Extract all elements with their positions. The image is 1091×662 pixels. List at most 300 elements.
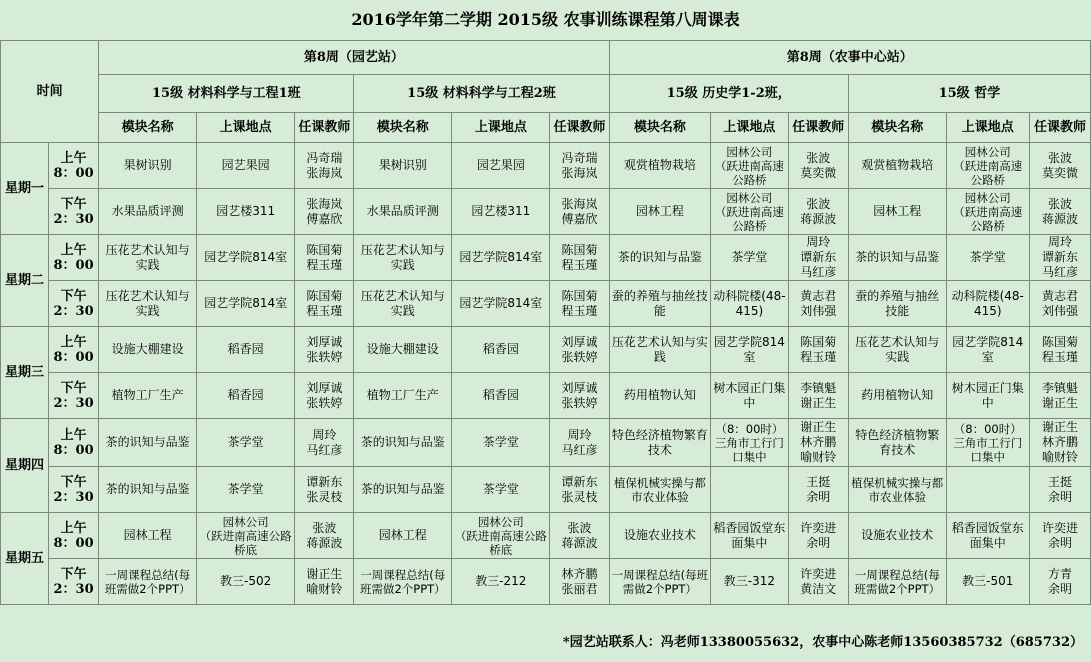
module-cell [609, 467, 711, 513]
module-cell [609, 235, 711, 281]
module-cell [609, 327, 711, 373]
time-slot [48, 513, 98, 559]
column-header: 任课教师 [295, 113, 354, 143]
teacher-cell [1029, 235, 1090, 281]
period-label: 下午 [60, 196, 87, 212]
location-cell [711, 327, 789, 373]
cell-line: 李镇魁 [800, 380, 837, 395]
teacher-cell [550, 189, 609, 235]
cell-line: 林齐鹏 [561, 566, 598, 581]
module-cell [99, 373, 197, 419]
cell-line: 一周课程总结(每班需做2个PPT） [854, 567, 941, 596]
cell-line: 蒋源波 [1041, 211, 1078, 226]
time-label: 8：00 [53, 535, 94, 551]
location-cell [946, 189, 1029, 235]
cell-line: 特色经济植物繁育技术 [611, 427, 708, 457]
time-label: 2：30 [53, 211, 94, 227]
cell-line: 陈国菊 [800, 334, 837, 349]
time-label: 2：30 [53, 489, 94, 505]
teacher-cell [550, 327, 609, 373]
cell-line: 一周课程总结(每班需做2个PPT） [611, 567, 709, 596]
cell-line: 茶的识知与品鉴 [617, 250, 702, 264]
module-cell [609, 373, 711, 419]
location-cell [452, 373, 550, 419]
cell-line: 稻香园 [482, 388, 519, 402]
cell-line: 马红彦 [306, 442, 343, 457]
cell-line: 蚕的养殖与抽丝技能 [611, 288, 708, 318]
column-header: 任课教师 [1029, 113, 1090, 143]
cell-line: 三角市工行门口集中 [714, 435, 784, 464]
location-cell [946, 327, 1029, 373]
schedule-row [1, 327, 1091, 373]
cell-line: 茶的识知与品鉴 [360, 482, 445, 496]
cell-line: 一周课程总结(每班需做2个PPT） [359, 567, 446, 596]
location-cell [452, 559, 550, 605]
cell-line: 教三-502 [220, 574, 272, 588]
cell-line: 谢正生 [800, 420, 837, 434]
teacher-cell [788, 419, 848, 467]
cell-line: 刘厚诚 [561, 334, 598, 349]
cell-line: 周玲 [567, 427, 592, 442]
time-slot [48, 281, 98, 327]
cell-line: 张海岚 [306, 165, 343, 180]
cell-line: 张海岚 [561, 196, 598, 211]
teacher-cell [550, 235, 609, 281]
teacher-cell [295, 373, 354, 419]
cell-line: 周玲 [806, 235, 831, 249]
cell-line: 许奕进 [800, 520, 837, 535]
cell-line: 林齐鹏 [800, 435, 837, 449]
location-cell [946, 467, 1029, 513]
cell-line: 许奕进 [1041, 520, 1078, 535]
cell-line: 谢正生 [306, 566, 343, 581]
cell-line: 压花艺术认知与实践 [105, 288, 190, 318]
column-header: 上课地点 [452, 113, 550, 143]
module-cell [354, 467, 452, 513]
cell-line: 谭新东 [800, 250, 837, 264]
module-cell [354, 143, 452, 189]
cell-line: 茶学堂 [227, 482, 264, 496]
day-label: 星期二 [1, 235, 49, 327]
cell-line: 园艺学院814室 [204, 296, 288, 310]
cell-line: （跃进南高速公路桥底 [199, 528, 292, 557]
cell-line: 喻财铃 [800, 450, 837, 464]
location-cell [711, 559, 789, 605]
cell-line: 园林公司 [726, 190, 773, 205]
location-cell [197, 373, 295, 419]
cell-line: 一周课程总结(每班需做2个PPT） [104, 567, 191, 596]
cell-line: 植保机械实操与都市农业体验 [613, 475, 706, 504]
cell-line: 张轶婷 [561, 349, 598, 364]
module-cell [848, 559, 946, 605]
cell-line: 林齐鹏 [1041, 435, 1078, 449]
cell-line: 压花艺术认知与实践 [360, 242, 445, 272]
teacher-cell [788, 143, 848, 189]
group-header-1: 第8周（园艺站） [99, 41, 609, 75]
cell-line: 张海岚 [306, 196, 343, 211]
column-header: 模块名称 [848, 113, 946, 143]
column-header: 上课地点 [946, 113, 1029, 143]
class-header: 15级 历史学1-2班， [609, 75, 848, 113]
period-label: 上午 [60, 427, 87, 443]
cell-line: 张海岚 [561, 165, 598, 180]
time-header: 时间 [1, 41, 99, 143]
cell-line: 程玉瑾 [800, 349, 837, 364]
location-cell [197, 467, 295, 513]
cell-line: 特色经济植物繁育技术 [855, 427, 940, 457]
cell-line: 园艺学院814室 [459, 250, 543, 264]
module-cell [609, 189, 711, 235]
cell-line: 张轶婷 [306, 395, 343, 410]
module-cell [99, 513, 197, 559]
cell-line: 程玉瑾 [306, 257, 343, 272]
cell-line: 陈国菊 [1041, 334, 1078, 349]
cell-line: 水果品质评测 [366, 204, 439, 218]
module-cell [848, 143, 946, 189]
teacher-cell [788, 373, 848, 419]
cell-line: 设施大棚建设 [111, 342, 184, 356]
column-header: 任课教师 [550, 113, 609, 143]
cell-line: 压花艺术认知与实践 [360, 288, 445, 318]
cell-line: 张波 [1047, 150, 1072, 165]
day-label: 星期四 [1, 419, 49, 513]
contact-footer: *园艺站联系人：冯老师13380055632，农事中心陈老师13560385732（685732） [562, 635, 1083, 650]
location-cell [197, 143, 295, 189]
time-slot [48, 559, 98, 605]
cell-line: 王挺 [806, 474, 831, 489]
cell-line: 园林公司 [964, 144, 1011, 159]
teacher-cell [295, 281, 354, 327]
time-label: 2：30 [53, 303, 94, 319]
cell-line: 陈国菊 [561, 242, 598, 257]
cell-line: 张波 [1047, 196, 1072, 211]
teacher-cell [295, 513, 354, 559]
teacher-cell [788, 281, 848, 327]
cell-line: 树木园正门集中 [713, 380, 786, 410]
time-slot [48, 373, 98, 419]
cell-line: 茶学堂 [731, 250, 768, 264]
teacher-cell [1029, 559, 1090, 605]
module-cell [848, 327, 946, 373]
schedule-row [1, 513, 1091, 559]
cell-line: 余明 [806, 489, 831, 504]
cell-line: 观赏植物栽培 [861, 158, 934, 172]
module-cell [99, 559, 197, 605]
period-label: 下午 [60, 566, 87, 582]
teacher-cell [788, 235, 848, 281]
time-slot [48, 327, 98, 373]
cell-line: 李镇魁 [1041, 380, 1078, 395]
teacher-cell [295, 235, 354, 281]
teacher-cell [788, 467, 848, 513]
location-cell [197, 281, 295, 327]
cell-line: 张灵枝 [306, 489, 343, 504]
teacher-cell [1029, 281, 1090, 327]
cell-line: 茶的识知与品鉴 [360, 435, 445, 449]
cell-line: 稻香园 [227, 342, 264, 356]
cell-line: 冯奇瑞 [306, 150, 343, 165]
teacher-cell [1029, 513, 1090, 559]
cell-line: 药用植物认知 [861, 388, 934, 402]
schedule-row [1, 373, 1091, 419]
module-cell [609, 419, 711, 467]
cell-line: 马红彦 [1041, 265, 1078, 279]
module-cell [354, 189, 452, 235]
schedule-row [1, 559, 1091, 605]
cell-line: （跃进南高速公路桥 [714, 204, 784, 233]
cell-line: 设施农业技术 [623, 528, 696, 542]
teacher-cell [1029, 467, 1090, 513]
cell-line: 压花艺术认知与实践 [105, 242, 190, 272]
cell-line: 黄洁文 [800, 581, 837, 596]
time-label: 2：30 [53, 581, 94, 597]
location-cell [197, 189, 295, 235]
cell-line: 刘厚诚 [306, 380, 343, 395]
cell-line: 茶的识知与品鉴 [105, 435, 190, 449]
cell-line: 谢正生 [1041, 420, 1078, 434]
day-label: 星期五 [1, 513, 49, 605]
cell-line: 余明 [1047, 581, 1072, 596]
teacher-cell [1029, 419, 1090, 467]
module-cell [354, 513, 452, 559]
location-cell [452, 235, 550, 281]
cell-line: 园艺楼311 [216, 204, 276, 218]
teacher-cell [550, 419, 609, 467]
cell-line: 园艺学院814室 [204, 250, 288, 264]
cell-line: 程玉瑾 [561, 257, 598, 272]
cell-line: 谭新东 [306, 474, 343, 489]
location-cell [452, 467, 550, 513]
teacher-cell [1029, 143, 1090, 189]
cell-line: 园艺学院814室 [952, 334, 1024, 364]
location-cell [452, 513, 550, 559]
cell-line: 稻香园 [482, 342, 519, 356]
cell-line: 程玉瑾 [306, 303, 343, 318]
period-label: 上午 [60, 520, 87, 536]
period-label: 下午 [60, 474, 87, 490]
cell-line: 陈国菊 [306, 242, 343, 257]
module-cell [354, 281, 452, 327]
cell-line: 稻香园 [227, 388, 264, 402]
cell-line: 园林工程 [378, 528, 427, 542]
cell-line: 设施农业技术 [861, 528, 934, 542]
cell-line: 压花艺术认知与实践 [611, 334, 708, 364]
cell-line: 陈国菊 [306, 288, 343, 303]
teacher-cell [295, 467, 354, 513]
class-header: 15级 哲学 [848, 75, 1090, 113]
period-label: 上午 [60, 150, 87, 166]
cell-line: 药用植物认知 [623, 388, 696, 402]
teacher-cell [788, 513, 848, 559]
module-cell [848, 467, 946, 513]
module-cell [354, 235, 452, 281]
cell-line: 黄志君 [1041, 288, 1078, 303]
cell-line: （跃进南高速公路桥 [953, 158, 1023, 187]
location-cell [452, 143, 550, 189]
location-cell [711, 235, 789, 281]
location-cell [946, 419, 1029, 467]
teacher-cell [550, 373, 609, 419]
cell-line: 刘厚诚 [306, 334, 343, 349]
location-cell [197, 235, 295, 281]
cell-line: 压花艺术认知与实践 [855, 334, 940, 364]
cell-line: 张丽君 [561, 581, 598, 596]
module-cell [848, 189, 946, 235]
period-label: 下午 [60, 288, 87, 304]
cell-line: 园林工程 [635, 204, 684, 218]
cell-line: 动科院楼(48-415) [713, 288, 786, 318]
teacher-cell [1029, 327, 1090, 373]
cell-line: 程玉瑾 [561, 303, 598, 318]
teacher-cell [1029, 189, 1090, 235]
cell-line: 动科院楼(48-415) [951, 288, 1024, 318]
cell-line: 喻财铃 [1041, 450, 1078, 464]
time-slot [48, 189, 98, 235]
cell-line: 树木园正门集中 [951, 380, 1024, 410]
cell-line: 蒋源波 [800, 211, 837, 226]
time-slot [48, 419, 98, 467]
module-cell [354, 327, 452, 373]
module-cell [99, 467, 197, 513]
period-label: 上午 [60, 242, 87, 258]
module-cell [99, 327, 197, 373]
cell-line: 教三-501 [962, 574, 1014, 588]
cell-line: 傅嘉欣 [561, 211, 598, 226]
cell-line: 刘厚诚 [561, 380, 598, 395]
cell-line: 张轶婷 [561, 395, 598, 410]
teacher-cell [295, 419, 354, 467]
teacher-cell [550, 559, 609, 605]
cell-line: 教三-212 [475, 574, 527, 588]
cell-line: 蚕的养殖与抽丝技能 [855, 288, 940, 318]
cell-line: 谢正生 [800, 395, 837, 410]
teacher-cell [788, 189, 848, 235]
module-cell [354, 559, 452, 605]
teacher-cell [550, 467, 609, 513]
cell-line: 茶的识知与品鉴 [855, 250, 940, 264]
cell-line: 园林公司 [477, 514, 524, 529]
cell-line: 茶学堂 [482, 435, 519, 449]
cell-line: 园林工程 [123, 528, 172, 542]
teacher-cell [550, 281, 609, 327]
teacher-cell [295, 327, 354, 373]
time-slot [48, 143, 98, 189]
column-header: 任课教师 [788, 113, 848, 143]
cell-line: 植物工厂生产 [366, 388, 439, 402]
location-cell [946, 235, 1029, 281]
time-label: 2：30 [53, 395, 94, 411]
module-cell [848, 513, 946, 559]
location-cell [711, 281, 789, 327]
cell-line: 谢正生 [1041, 395, 1078, 410]
location-cell [711, 513, 789, 559]
cell-line: 茶学堂 [969, 250, 1006, 264]
group-header-2: 第8周（农事中心站） [609, 41, 1090, 75]
time-label: 8：00 [53, 165, 94, 181]
cell-line: 周玲 [1047, 235, 1072, 249]
cell-line: 张轶婷 [306, 349, 343, 364]
location-cell [711, 373, 789, 419]
class-header: 15级 材料科学与工程2班 [354, 75, 609, 113]
column-header: 模块名称 [354, 113, 452, 143]
cell-line: 余明 [1047, 489, 1072, 504]
cell-line: 程玉瑾 [1041, 349, 1078, 364]
teacher-cell [295, 189, 354, 235]
teacher-cell [788, 327, 848, 373]
period-label: 下午 [60, 380, 87, 396]
cell-line: 三角市工行门口集中 [953, 435, 1023, 464]
cell-line: 余明 [806, 535, 831, 550]
cell-line: 谭新东 [1041, 250, 1078, 264]
column-header: 上课地点 [197, 113, 295, 143]
cell-line: 喻财铃 [306, 581, 343, 596]
cell-line: 黄志君 [800, 288, 837, 303]
location-cell [946, 143, 1029, 189]
schedule-row [1, 419, 1091, 467]
cell-line: 张波 [312, 520, 337, 535]
cell-line: 马红彦 [800, 265, 837, 279]
cell-line: （跃进南高速公路桥 [953, 204, 1023, 233]
header-row-classes [1, 75, 1091, 113]
location-cell [946, 373, 1029, 419]
location-cell [197, 559, 295, 605]
cell-line: 稻香园饭堂东面集中 [713, 520, 786, 550]
cell-line: 植物工厂生产 [111, 388, 184, 402]
cell-line: 园林公司 [964, 190, 1011, 205]
schedule-row [1, 467, 1091, 513]
column-header: 模块名称 [609, 113, 711, 143]
module-cell [848, 235, 946, 281]
cell-line: 莫奕微 [1041, 165, 1078, 180]
module-cell [99, 419, 197, 467]
time-label: 8：00 [53, 442, 94, 458]
schedule-row [1, 143, 1091, 189]
cell-line: 教三-312 [723, 574, 776, 588]
cell-line: 蒋源波 [306, 535, 343, 550]
cell-line: 园艺学院814室 [713, 334, 785, 364]
cell-line: 园林公司 [222, 514, 269, 529]
module-cell [609, 281, 711, 327]
cell-line: （8：00时） [953, 421, 1022, 436]
location-cell [197, 327, 295, 373]
location-cell [711, 467, 789, 513]
schedule-row [1, 281, 1091, 327]
module-cell [848, 373, 946, 419]
schedule-row [1, 235, 1091, 281]
cell-line: 观赏植物栽培 [623, 158, 696, 172]
module-cell [848, 419, 946, 467]
module-cell [354, 373, 452, 419]
class-header: 15级 材料科学与工程1班 [99, 75, 354, 113]
cell-line: 余明 [1047, 535, 1072, 550]
time-label: 8：00 [53, 257, 94, 273]
location-cell [946, 559, 1029, 605]
cell-line: 刘伟强 [1041, 303, 1078, 318]
module-cell [354, 419, 452, 467]
location-cell [197, 419, 295, 467]
time-label: 8：00 [53, 349, 94, 365]
cell-line: 果树识别 [378, 158, 427, 172]
cell-line: 冯奇瑞 [561, 150, 598, 165]
cell-line: 水果品质评测 [111, 204, 184, 218]
time-slot [48, 235, 98, 281]
cell-line: 植保机械实操与都市农业体验 [851, 475, 944, 504]
cell-line: （跃进南高速公路桥底 [454, 528, 547, 557]
cell-line: 茶的识知与品鉴 [105, 482, 190, 496]
header-row-groups [1, 41, 1091, 75]
location-cell [197, 513, 295, 559]
cell-line: （8：00时） [715, 421, 784, 436]
